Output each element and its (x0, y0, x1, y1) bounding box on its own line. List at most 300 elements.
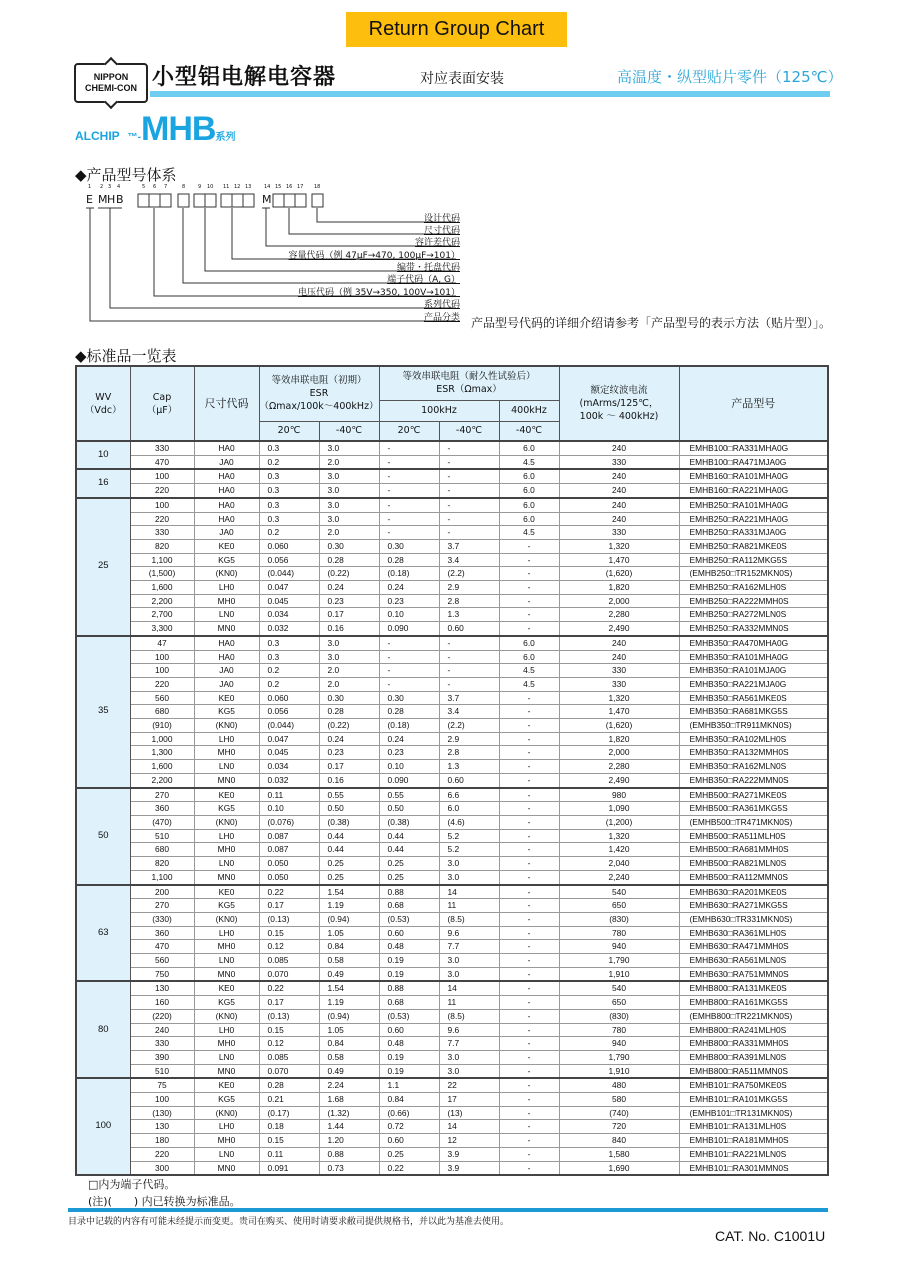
part-number-cell: EMHB101□RA131MLH0S (679, 1120, 828, 1134)
series-suffix: 系列 (215, 132, 236, 143)
table-row (76, 899, 828, 913)
esr-init-m40c-cell: 0.30 (319, 691, 379, 705)
cap-cell: 470 (130, 455, 194, 469)
esr-after-m40c-cell: 3.0 (439, 857, 499, 871)
size-code-cell: JA0 (194, 455, 259, 469)
ripple-current-cell: 2,490 (559, 773, 679, 787)
size-code-cell: (KN0) (194, 912, 259, 926)
pn-label-series: 系列代码 (423, 300, 460, 310)
esr-400k-m40c-cell: - (499, 1037, 559, 1051)
esr-after-20c-cell: - (379, 636, 439, 650)
ripple-current-cell: 840 (559, 1134, 679, 1148)
esr-init-m40c-cell: 1.19 (319, 899, 379, 913)
table-row (76, 1134, 828, 1148)
size-code-cell: KG5 (194, 705, 259, 719)
esr-after-20c-cell: 0.30 (379, 539, 439, 553)
title-divider (150, 91, 830, 97)
pos-num: 11 (223, 184, 230, 190)
cap-cell: 100 (130, 1093, 194, 1107)
pn-char-b: B (116, 193, 124, 206)
esr-init-20c-cell: 0.056 (259, 553, 319, 567)
esr-after-20c-cell: 0.090 (379, 773, 439, 787)
esr-init-m40c-cell: 0.84 (319, 1037, 379, 1051)
ripple-current-cell: 2,280 (559, 608, 679, 622)
part-number-diagram (80, 184, 460, 334)
esr-after-m40c-cell: - (439, 664, 499, 678)
part-number-cell: EMHB630□RA751MMN0S (679, 967, 828, 981)
pos-num: 12 (234, 184, 241, 190)
esr-init-m40c-cell: 1.44 (319, 1120, 379, 1134)
esr-init-m40c-cell: 0.24 (319, 732, 379, 746)
table-row (76, 664, 828, 678)
esr-after-20c-cell: 0.68 (379, 899, 439, 913)
table-row (76, 1064, 828, 1078)
cap-cell: 1,600 (130, 581, 194, 595)
esr-after-20c-cell: 0.60 (379, 1134, 439, 1148)
header-after-m40c: -40℃ (439, 421, 499, 441)
esr-init-m40c-cell: 3.0 (319, 469, 379, 483)
size-code-cell: MH0 (194, 746, 259, 760)
esr-after-20c-cell: 0.19 (379, 967, 439, 981)
part-number-cell: EMHB250□RA821MKE0S (679, 539, 828, 553)
size-code-cell: LN0 (194, 1050, 259, 1064)
esr-init-20c-cell: 0.10 (259, 802, 319, 816)
cap-cell: (1,500) (130, 567, 194, 581)
header-init-m40c: -40℃ (319, 421, 379, 441)
cap-cell: 100 (130, 469, 194, 483)
cap-cell: 200 (130, 885, 194, 899)
esr-after-m40c-cell: 5.2 (439, 843, 499, 857)
cap-cell: 220 (130, 1147, 194, 1161)
esr-init-m40c-cell: 0.28 (319, 553, 379, 567)
cap-cell: 130 (130, 981, 194, 995)
part-number-cell: EMHB630□RA471MMH0S (679, 940, 828, 954)
table-row (76, 1023, 828, 1037)
part-number-cell: EMHB350□RA101MJA0G (679, 664, 828, 678)
esr-init-m40c-cell: 2.0 (319, 455, 379, 469)
esr-after-m40c-cell: 3.7 (439, 539, 499, 553)
esr-400k-m40c-cell: - (499, 912, 559, 926)
esr-400k-m40c-cell: 6.0 (499, 650, 559, 664)
pn-label-taping: 编带・托盘代码 (396, 263, 460, 273)
logo-line1: NIPPON (93, 72, 129, 82)
esr-after-m40c-cell: (8.5) (439, 912, 499, 926)
esr-init-m40c-cell: (0.94) (319, 912, 379, 926)
return-group-chart-button[interactable]: Return Group Chart (346, 12, 567, 47)
esr-400k-m40c-cell: 6.0 (499, 512, 559, 526)
esr-after-m40c-cell: 12 (439, 1134, 499, 1148)
esr-init-m40c-cell: 3.0 (319, 498, 379, 512)
ripple-current-cell: 1,910 (559, 1064, 679, 1078)
table-row (76, 981, 828, 995)
esr-init-m40c-cell: 0.49 (319, 967, 379, 981)
esr-after-20c-cell: 0.48 (379, 1037, 439, 1051)
esr-init-20c-cell: 0.15 (259, 1134, 319, 1148)
esr-after-m40c-cell: (4.6) (439, 815, 499, 829)
table-row (76, 940, 828, 954)
ripple-current-cell: 940 (559, 940, 679, 954)
esr-after-20c-cell: - (379, 441, 439, 455)
esr-400k-m40c-cell: - (499, 705, 559, 719)
esr-after-m40c-cell: 3.9 (439, 1147, 499, 1161)
esr-init-m40c-cell: 1.54 (319, 981, 379, 995)
esr-after-m40c-cell: 14 (439, 1120, 499, 1134)
cap-cell: 820 (130, 539, 194, 553)
table-row (76, 843, 828, 857)
esr-init-m40c-cell: 3.0 (319, 650, 379, 664)
table-row (76, 885, 828, 899)
ripple-current-cell: 1,690 (559, 1161, 679, 1175)
esr-400k-m40c-cell: 4.5 (499, 664, 559, 678)
esr-after-m40c-cell: 9.6 (439, 926, 499, 940)
header-init-20c: 20℃ (259, 421, 319, 441)
esr-init-20c-cell: 0.3 (259, 512, 319, 526)
size-code-cell: KE0 (194, 885, 259, 899)
ripple-current-cell: 940 (559, 1037, 679, 1051)
esr-400k-m40c-cell: 6.0 (499, 636, 559, 650)
size-code-cell: LN0 (194, 760, 259, 774)
size-code-cell: HA0 (194, 484, 259, 498)
esr-init-20c-cell: 0.032 (259, 622, 319, 636)
pos-num: 4 (117, 184, 121, 190)
pn-char-m14: M (262, 193, 272, 206)
size-code-cell: MN0 (194, 1161, 259, 1175)
header-100khz: 100kHz (379, 400, 499, 421)
esr-400k-m40c-cell: - (499, 567, 559, 581)
parentheses-note: (注)( ) 内已转换为标准品。 (88, 1195, 241, 1208)
esr-init-20c-cell: 0.3 (259, 636, 319, 650)
esr-400k-m40c-cell: - (499, 691, 559, 705)
esr-init-m40c-cell: 0.28 (319, 705, 379, 719)
esr-init-20c-cell: 0.070 (259, 967, 319, 981)
esr-after-m40c-cell: 1.3 (439, 760, 499, 774)
table-row (76, 441, 828, 455)
header-after-20c: 20℃ (379, 421, 439, 441)
esr-after-20c-cell: 0.72 (379, 1120, 439, 1134)
part-number-cell: EMHB500□RA821MLN0S (679, 857, 828, 871)
part-number-cell: EMHB250□RA221MHA0G (679, 512, 828, 526)
esr-init-m40c-cell: 1.20 (319, 1134, 379, 1148)
table-row (76, 1050, 828, 1064)
esr-init-m40c-cell: 1.19 (319, 996, 379, 1010)
esr-init-20c-cell: 0.2 (259, 677, 319, 691)
wv-cell: 63 (76, 885, 130, 982)
table-row (76, 498, 828, 512)
size-code-cell: LH0 (194, 926, 259, 940)
part-number-cell: EMHB350□RA102MLH0S (679, 732, 828, 746)
esr-400k-m40c-cell: - (499, 802, 559, 816)
series-tm: ™- (127, 132, 142, 143)
cap-cell: 180 (130, 1134, 194, 1148)
table-row (76, 829, 828, 843)
cap-cell: 2,200 (130, 594, 194, 608)
size-code-cell: MH0 (194, 1134, 259, 1148)
esr-after-20c-cell: 0.28 (379, 705, 439, 719)
esr-after-20c-cell: (0.38) (379, 815, 439, 829)
ripple-current-cell: 240 (559, 484, 679, 498)
esr-400k-m40c-cell: - (499, 608, 559, 622)
esr-init-20c-cell: (0.044) (259, 567, 319, 581)
esr-init-20c-cell: 0.045 (259, 746, 319, 760)
esr-400k-m40c-cell: 6.0 (499, 498, 559, 512)
esr-after-20c-cell: 0.55 (379, 788, 439, 802)
part-number-cell: (EMHB630□TR331MKN0S) (679, 912, 828, 926)
esr-400k-m40c-cell: - (499, 1078, 559, 1092)
page-subtitle: 对应表面安装 (420, 71, 504, 87)
esr-400k-m40c-cell: - (499, 539, 559, 553)
part-number-cell: (EMHB250□TR152MKN0S) (679, 567, 828, 581)
header-esr-initial: 等效串联电阻（初期） ESR （Ωmax/100k～400kHz） (259, 366, 379, 421)
esr-after-20c-cell: 0.23 (379, 594, 439, 608)
part-number-cell: EMHB500□RA681MMH0S (679, 843, 828, 857)
table-row (76, 857, 828, 871)
esr-after-m40c-cell: 3.7 (439, 691, 499, 705)
esr-init-20c-cell: 0.22 (259, 981, 319, 995)
pn-char-m: M (98, 193, 108, 206)
terminal-code-note: □内为端子代码。 (88, 1178, 176, 1191)
esr-init-m40c-cell: 0.50 (319, 802, 379, 816)
ripple-current-cell: 1,320 (559, 691, 679, 705)
pos-num: 9 (198, 184, 202, 190)
table-row (76, 802, 828, 816)
ripple-current-cell: (1,200) (559, 815, 679, 829)
esr-400k-m40c-cell: - (499, 815, 559, 829)
part-number-cell: EMHB101□RA181MMH0S (679, 1134, 828, 1148)
esr-after-20c-cell: (0.53) (379, 1009, 439, 1023)
header-after-400k-m40c: -40℃ (499, 421, 559, 441)
esr-after-20c-cell: 0.23 (379, 746, 439, 760)
cap-cell: (910) (130, 719, 194, 733)
ripple-current-cell: 650 (559, 996, 679, 1010)
part-number-cell: EMHB630□RA201MKE0S (679, 885, 828, 899)
esr-400k-m40c-cell: - (499, 1064, 559, 1078)
part-number-cell: EMHB101□RA750MKE0S (679, 1078, 828, 1092)
table-row (76, 1120, 828, 1134)
esr-after-m40c-cell: - (439, 455, 499, 469)
pn-label-capacitance: 容量代码（例 47μF→470, 100μF→101） (288, 251, 460, 261)
esr-after-m40c-cell: - (439, 512, 499, 526)
esr-after-m40c-cell: 2.9 (439, 732, 499, 746)
esr-init-m40c-cell: 0.17 (319, 760, 379, 774)
esr-after-m40c-cell: 7.7 (439, 1037, 499, 1051)
cap-cell: 3,300 (130, 622, 194, 636)
esr-400k-m40c-cell: - (499, 732, 559, 746)
esr-after-m40c-cell: 0.60 (439, 773, 499, 787)
esr-after-20c-cell: - (379, 512, 439, 526)
wv-cell: 35 (76, 636, 130, 788)
esr-after-m40c-cell: (2.2) (439, 567, 499, 581)
size-code-cell: LN0 (194, 1147, 259, 1161)
esr-init-20c-cell: 0.032 (259, 773, 319, 787)
table-row (76, 1147, 828, 1161)
esr-init-m40c-cell: 0.44 (319, 843, 379, 857)
part-number-cell: EMHB630□RA271MKG5S (679, 899, 828, 913)
table-row (76, 608, 828, 622)
esr-400k-m40c-cell: - (499, 788, 559, 802)
ripple-current-cell: 1,420 (559, 843, 679, 857)
part-number-cell: EMHB800□RA131MKE0S (679, 981, 828, 995)
esr-init-20c-cell: 0.21 (259, 1093, 319, 1107)
esr-init-m40c-cell: 1.05 (319, 926, 379, 940)
esr-init-20c-cell: 0.085 (259, 1050, 319, 1064)
esr-after-20c-cell: - (379, 677, 439, 691)
esr-after-m40c-cell: 0.60 (439, 622, 499, 636)
esr-init-20c-cell: 0.3 (259, 469, 319, 483)
esr-init-20c-cell: 0.091 (259, 1161, 319, 1175)
part-number-cell: EMHB800□RA331MMH0S (679, 1037, 828, 1051)
esr-init-m40c-cell: 0.17 (319, 608, 379, 622)
size-code-cell: MN0 (194, 1064, 259, 1078)
esr-400k-m40c-cell: - (499, 1050, 559, 1064)
esr-init-20c-cell: 0.11 (259, 1147, 319, 1161)
esr-after-m40c-cell: (13) (439, 1106, 499, 1120)
esr-after-20c-cell: 0.28 (379, 553, 439, 567)
ripple-current-cell: 240 (559, 498, 679, 512)
part-number-cell: EMHB350□RA222MMN0S (679, 773, 828, 787)
esr-init-m40c-cell: 2.0 (319, 677, 379, 691)
header-esr-after: 等效串联电阻（耐久性试验后） ESR（Ωmax） (379, 366, 559, 400)
table-row (76, 526, 828, 540)
esr-400k-m40c-cell: - (499, 940, 559, 954)
esr-init-m40c-cell: 0.16 (319, 773, 379, 787)
table-row (76, 484, 828, 498)
table-row (76, 1078, 828, 1092)
esr-after-m40c-cell: 3.0 (439, 1064, 499, 1078)
ripple-current-cell: 240 (559, 469, 679, 483)
wv-cell: 25 (76, 498, 130, 636)
esr-init-20c-cell: 0.087 (259, 843, 319, 857)
esr-init-m40c-cell: 0.24 (319, 581, 379, 595)
esr-init-m40c-cell: 0.23 (319, 746, 379, 760)
cap-cell: 300 (130, 1161, 194, 1175)
cap-cell: (130) (130, 1106, 194, 1120)
esr-after-20c-cell: 0.88 (379, 885, 439, 899)
esr-init-m40c-cell: 0.30 (319, 539, 379, 553)
esr-after-m40c-cell: 22 (439, 1078, 499, 1092)
esr-400k-m40c-cell: - (499, 843, 559, 857)
standard-ratings-table (75, 365, 829, 1176)
table-row (76, 705, 828, 719)
footer-divider (68, 1208, 828, 1212)
esr-after-m40c-cell: 2.8 (439, 594, 499, 608)
esr-init-m40c-cell: 3.0 (319, 636, 379, 650)
size-code-cell: MN0 (194, 622, 259, 636)
part-number-cell: EMHB350□RA561MKE0S (679, 691, 828, 705)
esr-init-m40c-cell: 0.58 (319, 954, 379, 968)
esr-after-20c-cell: - (379, 650, 439, 664)
esr-init-20c-cell: 0.056 (259, 705, 319, 719)
series-name: MHB (141, 110, 216, 148)
cap-cell: 1,100 (130, 870, 194, 884)
wv-cell: 80 (76, 981, 130, 1078)
esr-init-m40c-cell: 1.05 (319, 1023, 379, 1037)
esr-after-20c-cell: (0.18) (379, 719, 439, 733)
cap-cell: 390 (130, 1050, 194, 1064)
cap-cell: 470 (130, 940, 194, 954)
esr-400k-m40c-cell: - (499, 857, 559, 871)
table-row (76, 581, 828, 595)
esr-after-20c-cell: 0.090 (379, 622, 439, 636)
ripple-current-cell: (740) (559, 1106, 679, 1120)
ripple-current-cell: 1,910 (559, 967, 679, 981)
esr-init-m40c-cell: 1.68 (319, 1093, 379, 1107)
size-code-cell: HA0 (194, 469, 259, 483)
cap-cell: 560 (130, 691, 194, 705)
ripple-current-cell: 1,090 (559, 802, 679, 816)
table-row (76, 719, 828, 733)
cap-cell: 240 (130, 1023, 194, 1037)
size-code-cell: (KN0) (194, 815, 259, 829)
esr-400k-m40c-cell: 6.0 (499, 484, 559, 498)
esr-after-m40c-cell: 9.6 (439, 1023, 499, 1037)
part-number-cell: EMHB100□RA471MJA0G (679, 455, 828, 469)
esr-after-20c-cell: 0.88 (379, 981, 439, 995)
disclaimer-text: 目录中记载的内容有可能未经提示而变更。贵司在购买、使用时请要求敝司提供规格书，并以此为基准去使用。 (68, 1217, 510, 1227)
esr-init-20c-cell: 0.047 (259, 581, 319, 595)
ripple-current-cell: 330 (559, 664, 679, 678)
esr-after-m40c-cell: 14 (439, 981, 499, 995)
wv-cell: 100 (76, 1078, 130, 1175)
esr-init-20c-cell: (0.13) (259, 1009, 319, 1023)
esr-init-m40c-cell: 3.0 (319, 484, 379, 498)
part-number-cell: EMHB800□RA241MLH0S (679, 1023, 828, 1037)
esr-after-20c-cell: - (379, 498, 439, 512)
size-code-cell: JA0 (194, 526, 259, 540)
part-number-cell: EMHB101□RA301MMN0S (679, 1161, 828, 1175)
pos-num: 13 (245, 184, 252, 190)
esr-after-m40c-cell: 3.0 (439, 1050, 499, 1064)
ripple-current-cell: 540 (559, 981, 679, 995)
part-number-note: 产品型号代码的详细介绍请参考「产品型号的表示方法（贴片型）」。 (471, 316, 832, 330)
cap-cell: 330 (130, 1037, 194, 1051)
esr-init-m40c-cell: 3.0 (319, 441, 379, 455)
esr-400k-m40c-cell: - (499, 719, 559, 733)
ripple-current-cell: 650 (559, 899, 679, 913)
esr-400k-m40c-cell: - (499, 1134, 559, 1148)
part-number-cell: EMHB101□RA101MKG5S (679, 1093, 828, 1107)
ripple-current-cell: 2,000 (559, 594, 679, 608)
size-code-cell: MH0 (194, 594, 259, 608)
pos-num: 2 (100, 184, 104, 190)
esr-400k-m40c-cell: - (499, 746, 559, 760)
part-number-cell: EMHB500□RA112MMN0S (679, 870, 828, 884)
esr-init-m40c-cell: 2.0 (319, 526, 379, 540)
esr-after-20c-cell: 0.84 (379, 1093, 439, 1107)
pos-num: 8 (182, 184, 186, 190)
size-code-cell: MH0 (194, 843, 259, 857)
pos-num: 10 (207, 184, 214, 190)
pn-label-voltage: 电压代码（例 35V→350, 100V→101） (298, 288, 460, 298)
esr-after-m40c-cell: 3.0 (439, 967, 499, 981)
esr-after-m40c-cell: 2.8 (439, 746, 499, 760)
esr-init-m40c-cell: 2.24 (319, 1078, 379, 1092)
esr-after-m40c-cell: 3.9 (439, 1161, 499, 1175)
esr-after-m40c-cell: 3.0 (439, 870, 499, 884)
esr-after-m40c-cell: 3.4 (439, 553, 499, 567)
cap-cell: 75 (130, 1078, 194, 1092)
esr-after-m40c-cell: 11 (439, 996, 499, 1010)
table-row (76, 539, 828, 553)
esr-after-20c-cell: - (379, 455, 439, 469)
esr-after-m40c-cell: - (439, 650, 499, 664)
cap-cell: 100 (130, 664, 194, 678)
esr-init-m40c-cell: 3.0 (319, 512, 379, 526)
size-code-cell: LH0 (194, 1023, 259, 1037)
part-number-cell: EMHB350□RA470MHA0G (679, 636, 828, 650)
esr-400k-m40c-cell: - (499, 594, 559, 608)
cap-cell: 750 (130, 967, 194, 981)
ripple-current-cell: 2,490 (559, 622, 679, 636)
